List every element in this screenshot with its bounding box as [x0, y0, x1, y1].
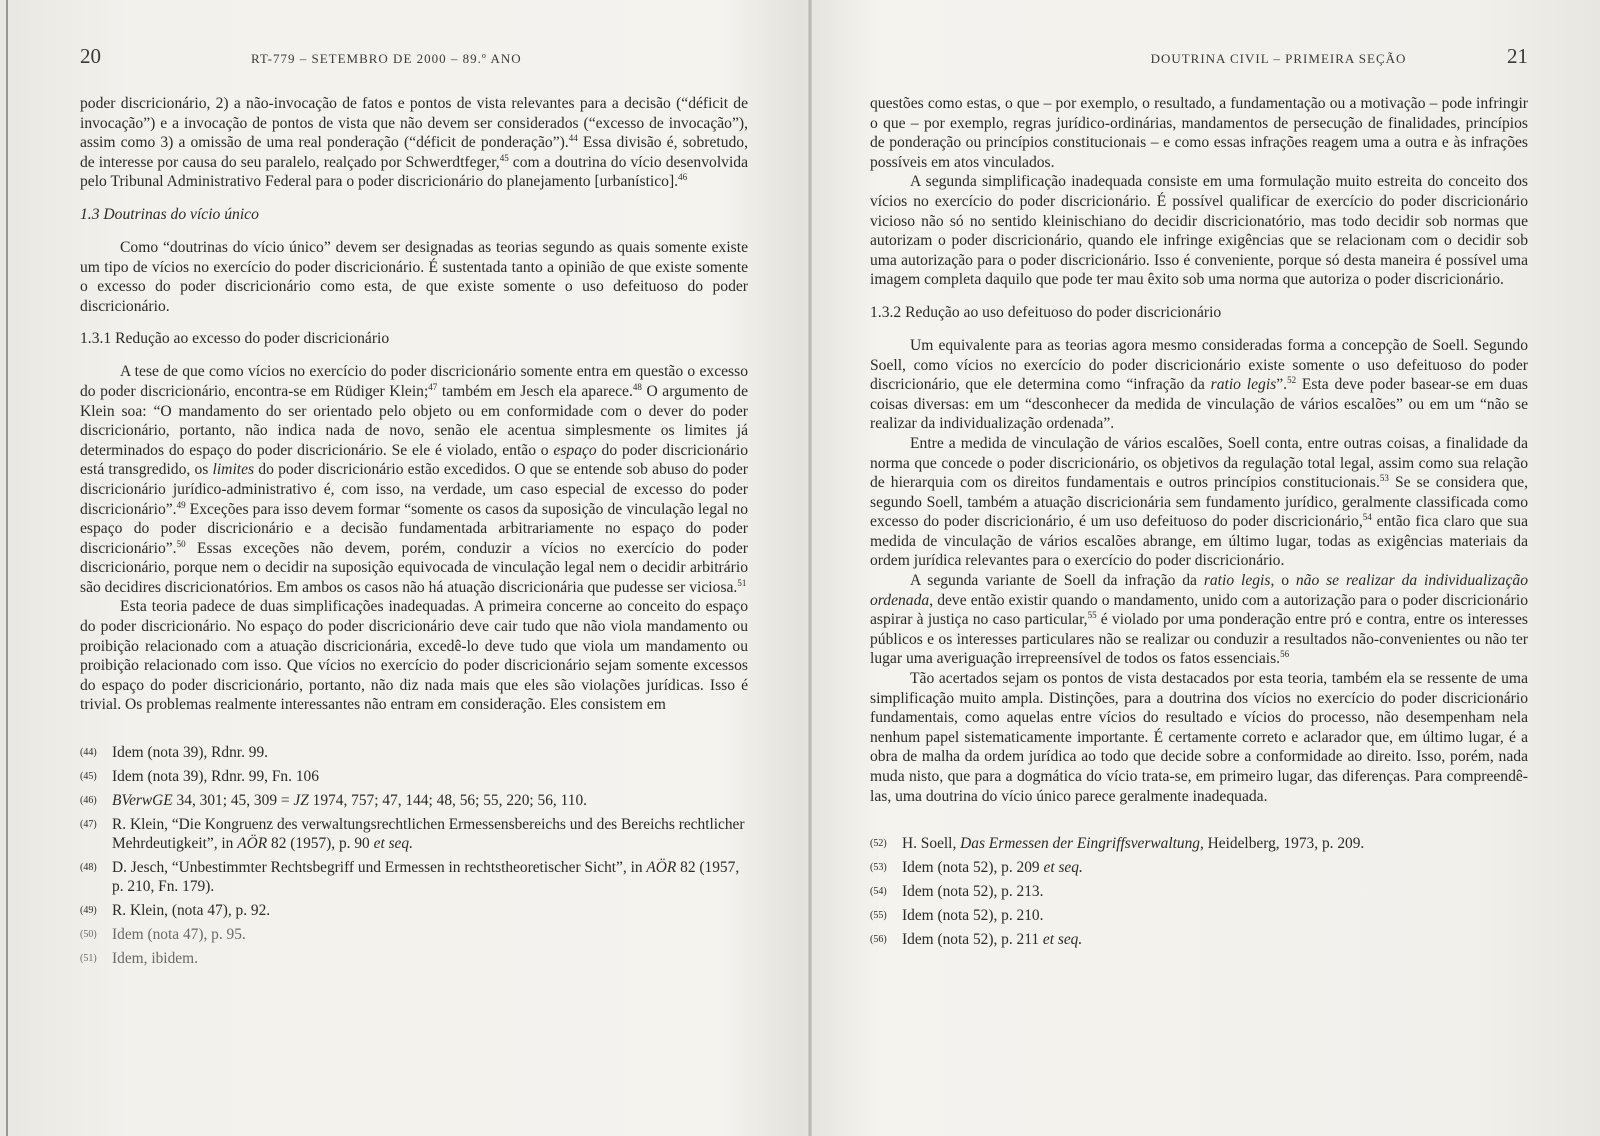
- footnote: (51) Idem, ibidem.: [80, 950, 198, 968]
- right-header: [870, 44, 1528, 78]
- footnote-ref: 46: [678, 172, 688, 183]
- footnote: (53) Idem (nota 52), p. 209 et seq.: [870, 859, 1083, 877]
- footnote-ref: 50: [176, 538, 186, 549]
- section-heading-1-3-1: 1.3.1 Redução ao excesso do poder discricionário: [80, 330, 390, 348]
- paragraph: A segunda variante de Soell da infração da ratio legis, o não se realizar da individualização ordenada, deve então existir quando o mandamento, unido com a autorização para o poder discricionário aspirar à justiça no caso particular,$^{55}$ é violado por uma ponderação entre pró e contra, entre os interesses públicos e os interesses particulares não se realizar ou conduzir a resultados não-convenientes ou não ter lugar uma averiguação irrepreensível de todos os fatos essenciais.$^{56}$: [870, 572, 1528, 668]
- footnote-ref: 45: [499, 152, 509, 163]
- running-head: DOUTRINA CIVIL – PRIMEIRA SEÇÃO: [1150, 51, 1407, 66]
- footnote-ref: 44: [568, 133, 578, 144]
- paragraph: Tão acertados sejam os pontos de vista destacados por esta teoria, também ela se ressente de uma simplificação muito ampla. Distinções, para a doutrina dos vícios no exercício do poder discricionário fundamentais, como aquelas entre vícios do resultado e vícios do processo, não desempenham nela nenhum papel sistematicamente importante. É certamente correto e aclarador que, em último lugar, é a obra de malha da ordem jurídica ao todo que decide sobre a conformidade ao direito. Isso, porém, nada muda nisto, que para a dogmática do vício trata-se, em primeiro lugar, das diferenças. Para compreendê-las, uma doutrina do vício único parece geralmente inadequada.: [870, 670, 1528, 805]
- paragraph: A segunda simplificação inadequada consiste em uma formulação muito estreita do conceito dos vícios no exercício do poder discricionário. É possível qualificar de exercício do poder discricionário vicioso não só no sentido kleinischiano do decidir discricionatório, mas todo decidir sob normas que autorizam o poder discricionário, quando ele infringe exigências que se relacionam com o decidir sob uma autorização para o poder discricionário. Isso é conveniente, porque só desta maneira é possível uma imagem completa daquilo que pode ter mau êxito sob uma norma que autoriza o poder discricionário.: [870, 173, 1528, 289]
- paragraph: poder discricionário, 2) a não-invocação de fatos e pontos de vista relevantes para a decisão (“déficit de invocação”) e a invocação de pontos de vista que não devem ser considerados (“excesso de invocação”), assim como 3) a omissão de uma real ponderação (“déficit de ponderação”).$^{44}$ Essa divisão é, sobretudo, de interesse por causa do seu paralelo, realçado por Schwerdtfeger,$^{45}$ com a doutrina do vício desenvolvida pelo Tribunal Administrativo Federal para o poder discricionário do planejamento [urbanístico].$^{46}$: [80, 95, 748, 191]
- footnote: (48) D. Jesch, “Unbestimmter Rechtsbegriff und Ermessen in rechtstheoretischer Sicht”, in AÖR 82 (1957, p. 210, Fn. 179).: [80, 859, 740, 896]
- section-heading-1-3-2: 1.3.2 Redução ao uso defeituoso do poder discricionário: [870, 303, 1222, 321]
- footnote: (46) BVerwGE 34, 301; 45, 309 = JZ 1974, 757; 47, 144; 48, 56; 55, 220; 56, 110.: [80, 792, 587, 810]
- footnotes: [870, 834, 1528, 949]
- paragraph: A tese de que como vícios no exercício do poder discricionário somente entra em questão o excesso do poder discricionário, encontra-se em Rüdiger Klein;$^{47}$ também em Jesch ela aparece.$^{48}$ O argumento de Klein soa: “O mandamento do ser orientado pelo objeto ou em conformidade com o dever do poder discricionário, portanto, não indica nada de novo, senão ele acentua simplesmente os limites já determinados do espaço do poder discricionário. Se ele é violado, então o espaço do poder discricionário está transgredido, os limites do poder discricionário estão excedidos. O que se entende sob abuso do poder discricionário jurídico-administrativo é, com isso, na verdade, um caso especial de excesso do poder discricionário”.$^{49}$ Exceções para isso devem formar “somente os casos da suposição de vinculação legal no espaço do poder discricionário e a decisão fundamentada arbitrariamente no espaço do poder discricionário”.$^{50}$ Essas exceções não devem, porém, conduzir a vícios no exercício do poder discricionário, porque nem o decidir na suposição equivocada de vinculação legal nem o decidir arbitrário são decidires discricionatórios. Em ambos os casos não há atuação discricionária que pudesse ser viciosa.$^{51}$: [80, 363, 749, 596]
- paragraph: Como “doutrinas do vício único” devem ser designadas as teorias segundo as quais somente existe um tipo de vícios no exercício do poder discricionário. É sustentada tanto a opinião de que existe somente o excesso do poder discricionário como esta, de que existe somente o uso defeituoso do poder discricionário.: [80, 238, 748, 315]
- footnote: (49) R. Klein, (nota 47), p. 92.: [80, 902, 271, 920]
- footnote-ref: 51: [737, 577, 747, 588]
- footnote-ref: 48: [632, 381, 642, 392]
- footnote-ref: 53: [1379, 473, 1389, 484]
- running-head: RT-779 – SETEMBRO DE 2000 – 89.º ANO: [251, 51, 522, 66]
- paragraph: Um equivalente para as teorias agora mesmo consideradas forma a concepção de Soell. Segundo Soell, como vícios no exercício do poder discricionário existe somente o uso defeituoso do poder discricionário, que ele determina como “infração da ratio legis”.$^{52}$ Esta deve poder basear-se em duas coisas diversas: em um “desconhecer da medida de vinculação de vários escalões” ou em um “não se realizar da individualização ordenada”.: [870, 336, 1528, 433]
- footnotes: [80, 743, 748, 968]
- section-heading-1-3: 1.3 Doutrinas do vício único: [80, 205, 259, 223]
- footnote: (56) Idem (nota 52), p. 211 et seq.: [870, 931, 1083, 949]
- footnote: (50) Idem (nota 47), p. 95.: [80, 926, 246, 944]
- footnote-ref: 54: [1362, 512, 1372, 523]
- right-page: [810, 0, 1600, 1136]
- footnote: (52) H. Soell, Das Ermessen der Eingriffsverwaltung, Heidelberg, 1973, p. 209.: [870, 835, 1365, 853]
- footnote-ref: 55: [1087, 610, 1097, 621]
- left-header: [80, 44, 748, 78]
- paragraph: Entre a medida de vinculação de vários escalões, Soell conta, entre outras coisas, a finalidade da norma que concede o poder discricionário, os objetivos da regulação total legal, assim como sua relação de hierarquia com os direitos fundamentais e outros princípios constitucionais.$^{53}$ Se se considera que, segundo Soell, também a atuação discricionária sem fundamento jurídico, geralmente classificada como excesso do poder discricionário, é um uso defeituoso do poder discricionário,$^{54}$ então fica claro que sua medida de vinculação de vários escalões abrange, em último lugar, todas as exigências materiais da ordem jurídica relevantes para o exercício do poder discricionário.: [870, 434, 1528, 570]
- footnote: (45) Idem (nota 39), Rdnr. 99, Fn. 106: [80, 768, 319, 786]
- footnote-ref: 52: [1287, 375, 1297, 386]
- paragraph: questões como estas, o que – por exemplo, o resultado, a fundamentação ou a motivação – pode infringir o que – por exemplo, regras jurídico-ordinárias, mandamentos de persecução de finalidades, princípios de ponderação ou princípios constitucionais – e como essas infrações reagem uma a outra e às infrações possíveis em atos vinculados.: [870, 95, 1528, 171]
- footnote-ref: 49: [176, 499, 186, 510]
- footnote: (47) R. Klein, “Die Kongruenz des verwaltungsrechtlichen Ermessensbereichs und des Bereichs rechtlicher Mehrdeutigkeit”, in AÖR 82 (1957), p. 90 et seq.: [80, 816, 745, 853]
- paragraph: Esta teoria padece de duas simplificações inadequadas. A primeira concerne ao conceito do espaço do poder discricionário. No espaço do poder discricionário deve cair tudo que não viola mandamento ou proibição relacionado com a atuação discricionária, excedê-lo deve tudo que viola um mandamento ou proibição relacionado com isso. Que vícios no exercício do poder discricionário sejam somente excessos do espaço do poder discricionário, portanto, não diz nada mais que eles são violações jurídicas. Isso é trivial. Os problemas realmente interessantes não entram em consideração. Eles consistem em: [80, 598, 748, 714]
- footnote: (44) Idem (nota 39), Rdnr. 99.: [80, 744, 269, 762]
- footnote: (54) Idem (nota 52), p. 213.: [870, 883, 1044, 901]
- footnote: (55) Idem (nota 52), p. 210.: [870, 907, 1044, 925]
- page-number: 21: [1507, 44, 1528, 68]
- page-number: 20: [80, 44, 101, 68]
- footnote-ref: 56: [1280, 649, 1290, 660]
- footnote-ref: 47: [428, 381, 438, 392]
